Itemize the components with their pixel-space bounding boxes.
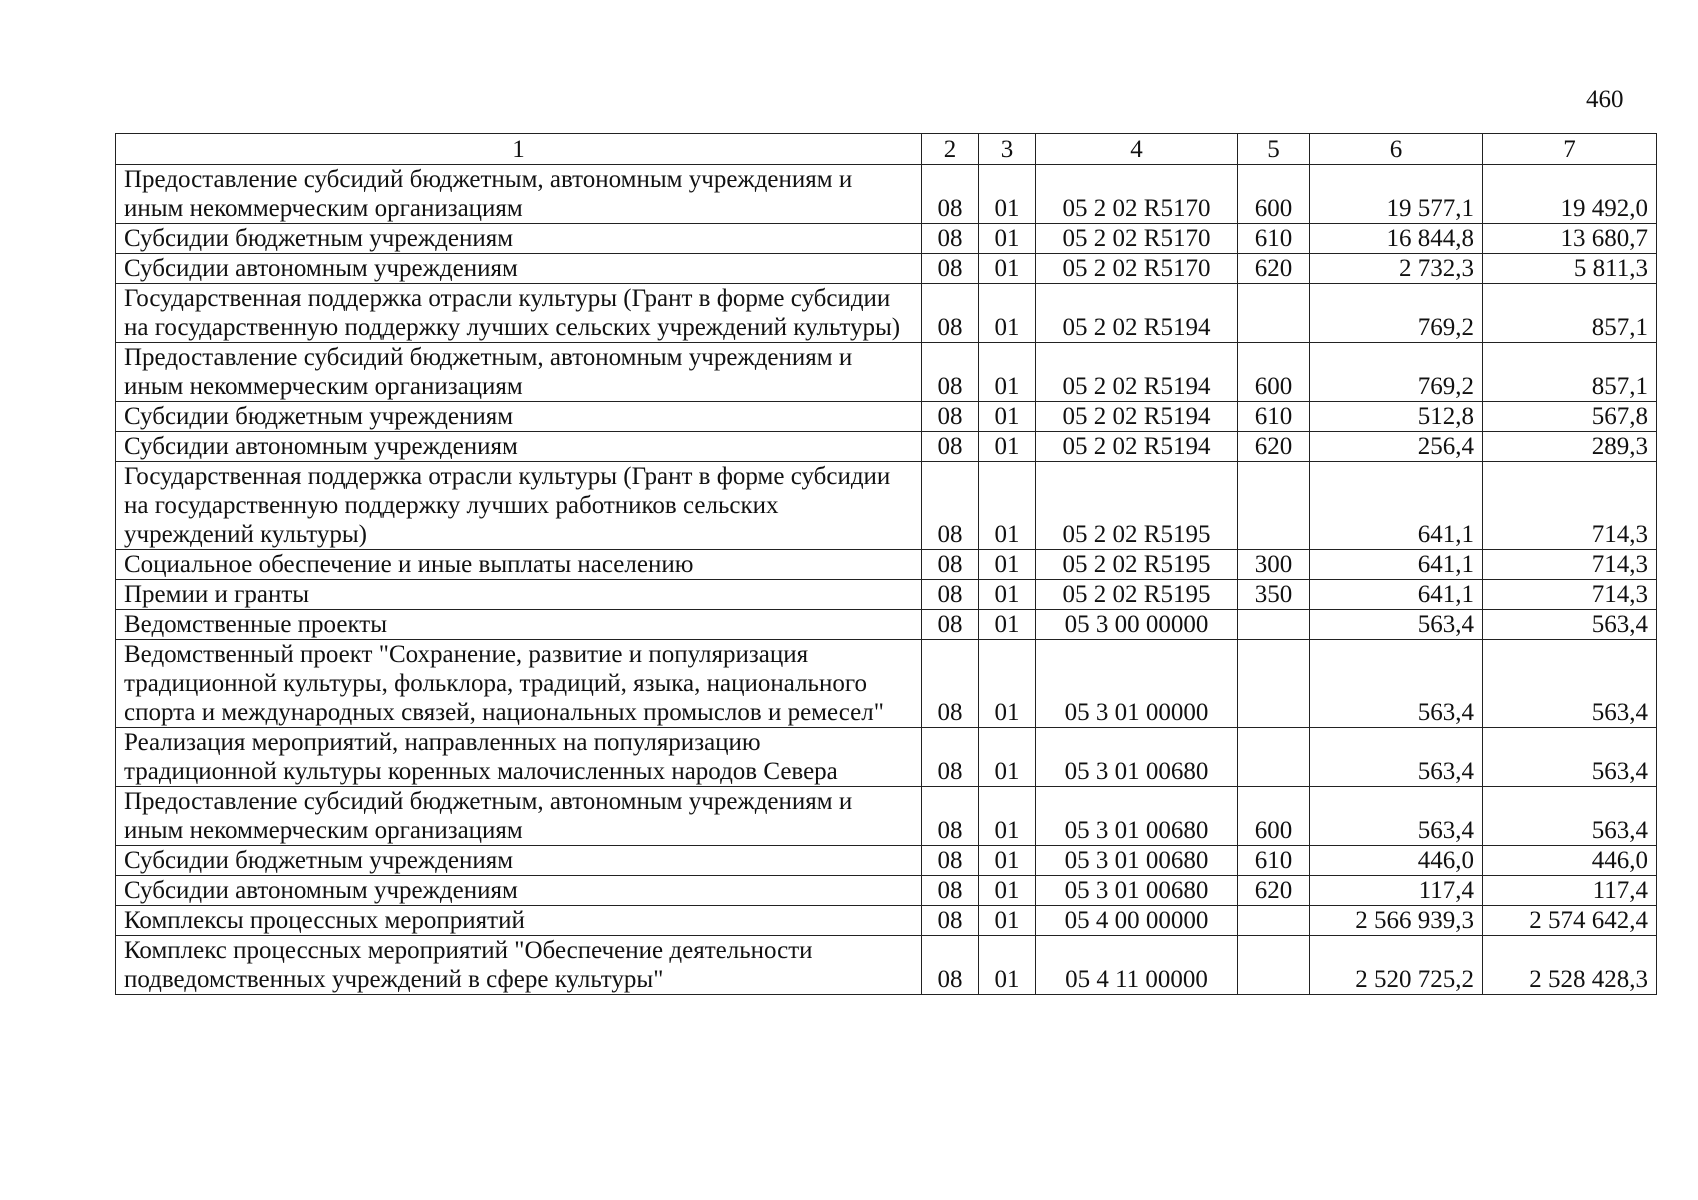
expense-type-cell: 600 — [1238, 787, 1310, 846]
target-article-cell: 05 4 00 00000 — [1036, 906, 1238, 936]
subsection-code-cell: 01 — [979, 728, 1036, 787]
target-article-cell: 05 4 11 00000 — [1036, 936, 1238, 995]
expense-type-cell: 620 — [1238, 254, 1310, 284]
section-code-cell: 08 — [922, 728, 979, 787]
description-cell: Реализация мероприятий, направленных на популяризацию традиционной культуры коренных малочисленных народов Севера — [116, 728, 922, 787]
column-header: 1 — [116, 134, 922, 165]
expense-type-cell — [1238, 936, 1310, 995]
table-row — [116, 846, 1657, 876]
section-code-cell: 08 — [922, 936, 979, 995]
amount-cell: 857,1 — [1483, 343, 1657, 402]
amount-cell: 2 574 642,4 — [1483, 906, 1657, 936]
column-header: 5 — [1238, 134, 1310, 165]
column-header: 3 — [979, 134, 1036, 165]
description-cell: Социальное обеспечение и иные выплаты населению — [116, 550, 922, 580]
column-header: 2 — [922, 134, 979, 165]
section-code-cell: 08 — [922, 432, 979, 462]
section-code-cell: 08 — [922, 462, 979, 550]
description-cell: Субсидии бюджетным учреждениям — [116, 402, 922, 432]
target-article-cell: 05 2 02 R5195 — [1036, 580, 1238, 610]
table-row — [116, 728, 1657, 787]
subsection-code-cell: 01 — [979, 254, 1036, 284]
description-cell: Предоставление субсидий бюджетным, автономным учреждениям и иным некоммерческим организациям — [116, 165, 922, 224]
section-code-cell: 08 — [922, 580, 979, 610]
table-row — [116, 343, 1657, 402]
description-cell: Субсидии автономным учреждениям — [116, 876, 922, 906]
table-row — [116, 254, 1657, 284]
table-row — [116, 165, 1657, 224]
amount-cell: 563,4 — [1310, 610, 1483, 640]
amount-cell: 289,3 — [1483, 432, 1657, 462]
amount-cell: 769,2 — [1310, 343, 1483, 402]
section-code-cell: 08 — [922, 906, 979, 936]
amount-cell: 714,3 — [1483, 580, 1657, 610]
subsection-code-cell: 01 — [979, 402, 1036, 432]
target-article-cell: 05 2 02 R5194 — [1036, 284, 1238, 343]
table-row — [116, 580, 1657, 610]
expense-type-cell — [1238, 610, 1310, 640]
amount-cell: 2 566 939,3 — [1310, 906, 1483, 936]
target-article-cell: 05 3 00 00000 — [1036, 610, 1238, 640]
amount-cell: 857,1 — [1483, 284, 1657, 343]
section-code-cell: 08 — [922, 284, 979, 343]
expense-type-cell: 610 — [1238, 224, 1310, 254]
expense-type-cell — [1238, 284, 1310, 343]
amount-cell: 563,4 — [1310, 787, 1483, 846]
amount-cell: 16 844,8 — [1310, 224, 1483, 254]
table-row — [116, 402, 1657, 432]
amount-cell: 446,0 — [1310, 846, 1483, 876]
amount-cell: 2 528 428,3 — [1483, 936, 1657, 995]
expense-type-cell — [1238, 906, 1310, 936]
amount-cell: 2 520 725,2 — [1310, 936, 1483, 995]
table-row — [116, 462, 1657, 550]
description-cell: Субсидии бюджетным учреждениям — [116, 846, 922, 876]
target-article-cell: 05 2 02 R5170 — [1036, 254, 1238, 284]
amount-cell: 563,4 — [1310, 728, 1483, 787]
amount-cell: 641,1 — [1310, 580, 1483, 610]
table-row — [116, 224, 1657, 254]
amount-cell: 512,8 — [1310, 402, 1483, 432]
subsection-code-cell: 01 — [979, 876, 1036, 906]
section-code-cell: 08 — [922, 254, 979, 284]
target-article-cell: 05 3 01 00680 — [1036, 728, 1238, 787]
table-header-row — [116, 134, 1657, 165]
expense-type-cell: 350 — [1238, 580, 1310, 610]
description-cell: Субсидии бюджетным учреждениям — [116, 224, 922, 254]
amount-cell: 714,3 — [1483, 550, 1657, 580]
amount-cell: 256,4 — [1310, 432, 1483, 462]
subsection-code-cell: 01 — [979, 936, 1036, 995]
amount-cell: 641,1 — [1310, 462, 1483, 550]
description-cell: Премии и гранты — [116, 580, 922, 610]
table-row — [116, 936, 1657, 995]
description-cell: Ведомственный проект "Сохранение, развитие и популяризация традиционной культуры, фольклора, традиций, языка, национального спорта и международных связей, национальных промыслов и ремесел" — [116, 640, 922, 728]
description-cell: Комплексы процессных мероприятий — [116, 906, 922, 936]
subsection-code-cell: 01 — [979, 640, 1036, 728]
subsection-code-cell: 01 — [979, 165, 1036, 224]
target-article-cell: 05 3 01 00000 — [1036, 640, 1238, 728]
subsection-code-cell: 01 — [979, 462, 1036, 550]
amount-cell: 19 577,1 — [1310, 165, 1483, 224]
section-code-cell: 08 — [922, 640, 979, 728]
table-row — [116, 610, 1657, 640]
section-code-cell: 08 — [922, 224, 979, 254]
description-cell: Предоставление субсидий бюджетным, автономным учреждениям и иным некоммерческим организациям — [116, 787, 922, 846]
subsection-code-cell: 01 — [979, 846, 1036, 876]
amount-cell: 117,4 — [1483, 876, 1657, 906]
amount-cell: 13 680,7 — [1483, 224, 1657, 254]
description-cell: Предоставление субсидий бюджетным, автономным учреждениям и иным некоммерческим организациям — [116, 343, 922, 402]
subsection-code-cell: 01 — [979, 432, 1036, 462]
subsection-code-cell: 01 — [979, 610, 1036, 640]
table-row — [116, 432, 1657, 462]
section-code-cell: 08 — [922, 846, 979, 876]
amount-cell: 563,4 — [1310, 640, 1483, 728]
column-header: 4 — [1036, 134, 1238, 165]
amount-cell: 19 492,0 — [1483, 165, 1657, 224]
expense-type-cell: 600 — [1238, 343, 1310, 402]
subsection-code-cell: 01 — [979, 284, 1036, 343]
amount-cell: 567,8 — [1483, 402, 1657, 432]
amount-cell: 563,4 — [1483, 728, 1657, 787]
description-cell: Государственная поддержка отрасли культуры (Грант в форме субсидии на государственную поддержку лучших работников сельских учреждений культуры) — [116, 462, 922, 550]
section-code-cell: 08 — [922, 876, 979, 906]
section-code-cell: 08 — [922, 550, 979, 580]
column-header: 7 — [1483, 134, 1657, 165]
description-cell: Субсидии автономным учреждениям — [116, 254, 922, 284]
description-cell: Государственная поддержка отрасли культуры (Грант в форме субсидии на государственную поддержку лучших сельских учреждений культуры) — [116, 284, 922, 343]
subsection-code-cell: 01 — [979, 224, 1036, 254]
section-code-cell: 08 — [922, 402, 979, 432]
target-article-cell: 05 2 02 R5170 — [1036, 165, 1238, 224]
subsection-code-cell: 01 — [979, 580, 1036, 610]
amount-cell: 641,1 — [1310, 550, 1483, 580]
table-row — [116, 284, 1657, 343]
section-code-cell: 08 — [922, 165, 979, 224]
expense-type-cell: 620 — [1238, 432, 1310, 462]
amount-cell: 769,2 — [1310, 284, 1483, 343]
subsection-code-cell: 01 — [979, 906, 1036, 936]
page-number: 460 — [1586, 86, 1624, 113]
subsection-code-cell: 01 — [979, 787, 1036, 846]
target-article-cell: 05 3 01 00680 — [1036, 846, 1238, 876]
amount-cell: 563,4 — [1483, 640, 1657, 728]
target-article-cell: 05 2 02 R5194 — [1036, 343, 1238, 402]
target-article-cell: 05 3 01 00680 — [1036, 876, 1238, 906]
table-row — [116, 906, 1657, 936]
expense-type-cell — [1238, 640, 1310, 728]
amount-cell: 446,0 — [1483, 846, 1657, 876]
expense-type-cell: 610 — [1238, 846, 1310, 876]
amount-cell: 714,3 — [1483, 462, 1657, 550]
amount-cell: 563,4 — [1483, 610, 1657, 640]
expense-type-cell: 600 — [1238, 165, 1310, 224]
target-article-cell: 05 2 02 R5195 — [1036, 462, 1238, 550]
amount-cell: 5 811,3 — [1483, 254, 1657, 284]
amount-cell: 563,4 — [1483, 787, 1657, 846]
expense-type-cell: 300 — [1238, 550, 1310, 580]
section-code-cell: 08 — [922, 343, 979, 402]
section-code-cell: 08 — [922, 610, 979, 640]
column-header: 6 — [1310, 134, 1483, 165]
section-code-cell: 08 — [922, 787, 979, 846]
amount-cell: 2 732,3 — [1310, 254, 1483, 284]
target-article-cell: 05 2 02 R5170 — [1036, 224, 1238, 254]
description-cell: Комплекс процессных мероприятий "Обеспечение деятельности подведомственных учреждений в сфере культуры" — [116, 936, 922, 995]
target-article-cell: 05 2 02 R5195 — [1036, 550, 1238, 580]
table-row — [116, 640, 1657, 728]
amount-cell: 117,4 — [1310, 876, 1483, 906]
target-article-cell: 05 2 02 R5194 — [1036, 432, 1238, 462]
expense-type-cell: 610 — [1238, 402, 1310, 432]
description-cell: Субсидии автономным учреждениям — [116, 432, 922, 462]
target-article-cell: 05 3 01 00680 — [1036, 787, 1238, 846]
target-article-cell: 05 2 02 R5194 — [1036, 402, 1238, 432]
table-row — [116, 876, 1657, 906]
subsection-code-cell: 01 — [979, 550, 1036, 580]
description-cell: Ведомственные проекты — [116, 610, 922, 640]
table-row — [116, 550, 1657, 580]
expense-type-cell — [1238, 728, 1310, 787]
subsection-code-cell: 01 — [979, 343, 1036, 402]
budget-table — [115, 133, 1657, 995]
expense-type-cell: 620 — [1238, 876, 1310, 906]
table-row — [116, 787, 1657, 846]
expense-type-cell — [1238, 462, 1310, 550]
